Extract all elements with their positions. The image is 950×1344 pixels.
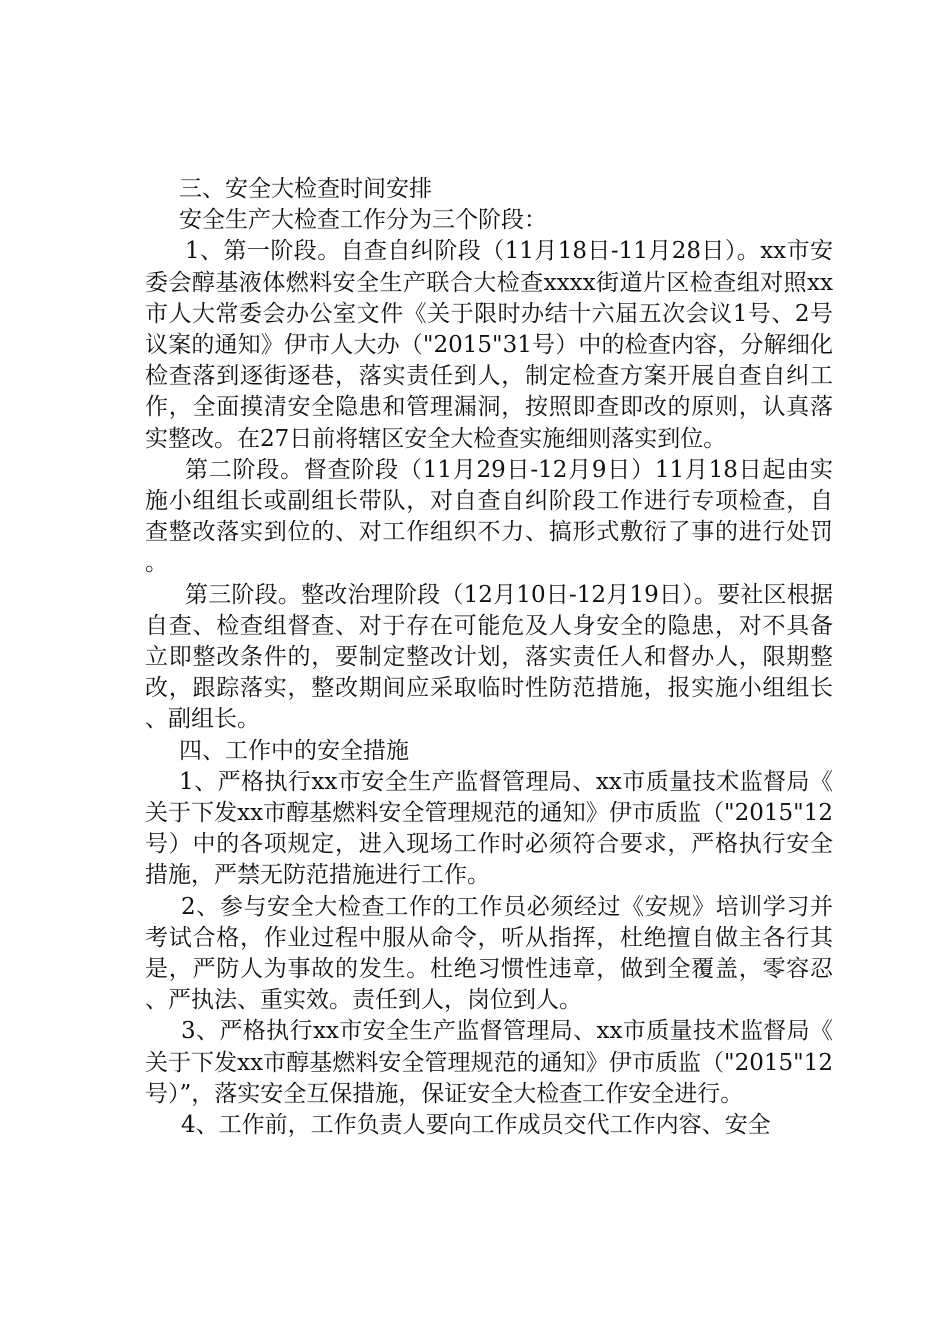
document-body [145,174,833,1141]
paragraph-stages-intro: 安全生产大检查工作分为三个阶段： [179,207,547,234]
paragraph-measure-3: 3、严格执行xx市安全生产监督管理局、xx市质量技术监督局《关于下发xx市醇基燃料安全管理规范的通知》伊市质监（"2015"12号）”，落实安全互保措施，保证安全大检查工作安全进行。 [145,1018,833,1107]
section-heading-3: 三、安全大检查时间安排 [179,176,432,202]
paragraph-stage-2: 第二阶段。督查阶段（11月29日-12月9日）11月18日起由实施小组组长或副组长带队，对自查自纠阶段工作进行专项检查，自查整改落实到位的、对工作组织不力、搞形式敷衍了事的进行处罚。 [145,456,833,577]
paragraph-measure-1: 1、严格执行xx市安全生产监督管理局、xx市质量技术监督局《关于下发xx市醇基燃料安全管理规范的通知》伊市质监（"2015"12号）中的各项规定，进入现场工作时必须符合要求，严格执行安全措施，严禁无防范措施进行工作。 [145,768,833,889]
paragraph-stage-1: 1、第一阶段。自查自纠阶段（11月18日-11月28日）。xx市安委会醇基液体燃料安全生产联合大检查xxxx街道片区检查组对照xx市人大常委会办公室文件《关于限时办结十六届五次会议1号、2号议案的通知》伊市人大办（"2015"31号）中的检查内容，分解细化检查落到逐街逐巷，落实责任到人，制定检查方案开展自查自纠工作，全面摸清安全隐患和管理漏洞，按照即查即改的原则，认真落实整改。在27日前将辖区安全大检查实施细则落实到位。 [145,238,833,452]
section-heading-4: 四、工作中的安全措施 [179,737,409,764]
paragraph-measure-4: 4、工作前，工作负责人要向工作成员交代工作内容、安全 [181,1112,771,1139]
paragraph-measure-2: 2、参与安全大检查工作的工作员必须经过《安规》培训学习并考试合格，作业过程中服从命令，听从指挥，杜绝擅自做主各行其是，严防人为事故的发生。杜绝习惯性违章，做到全覆盖，零容忍、严执法、重实效。责任到人，岗位到人。 [145,893,833,1014]
paragraph-stage-3: 第三阶段。整改治理阶段（12月10日-12月19日）。要社区根据自查、检查组督查、对于存在可能危及人身安全的隐患，对不具备立即整改条件的，要制定整改计划，落实责任人和督办人，限期整改，跟踪落实，整改期间应采取临时性防范措施，报实施小组组长、副组长。 [145,581,833,733]
